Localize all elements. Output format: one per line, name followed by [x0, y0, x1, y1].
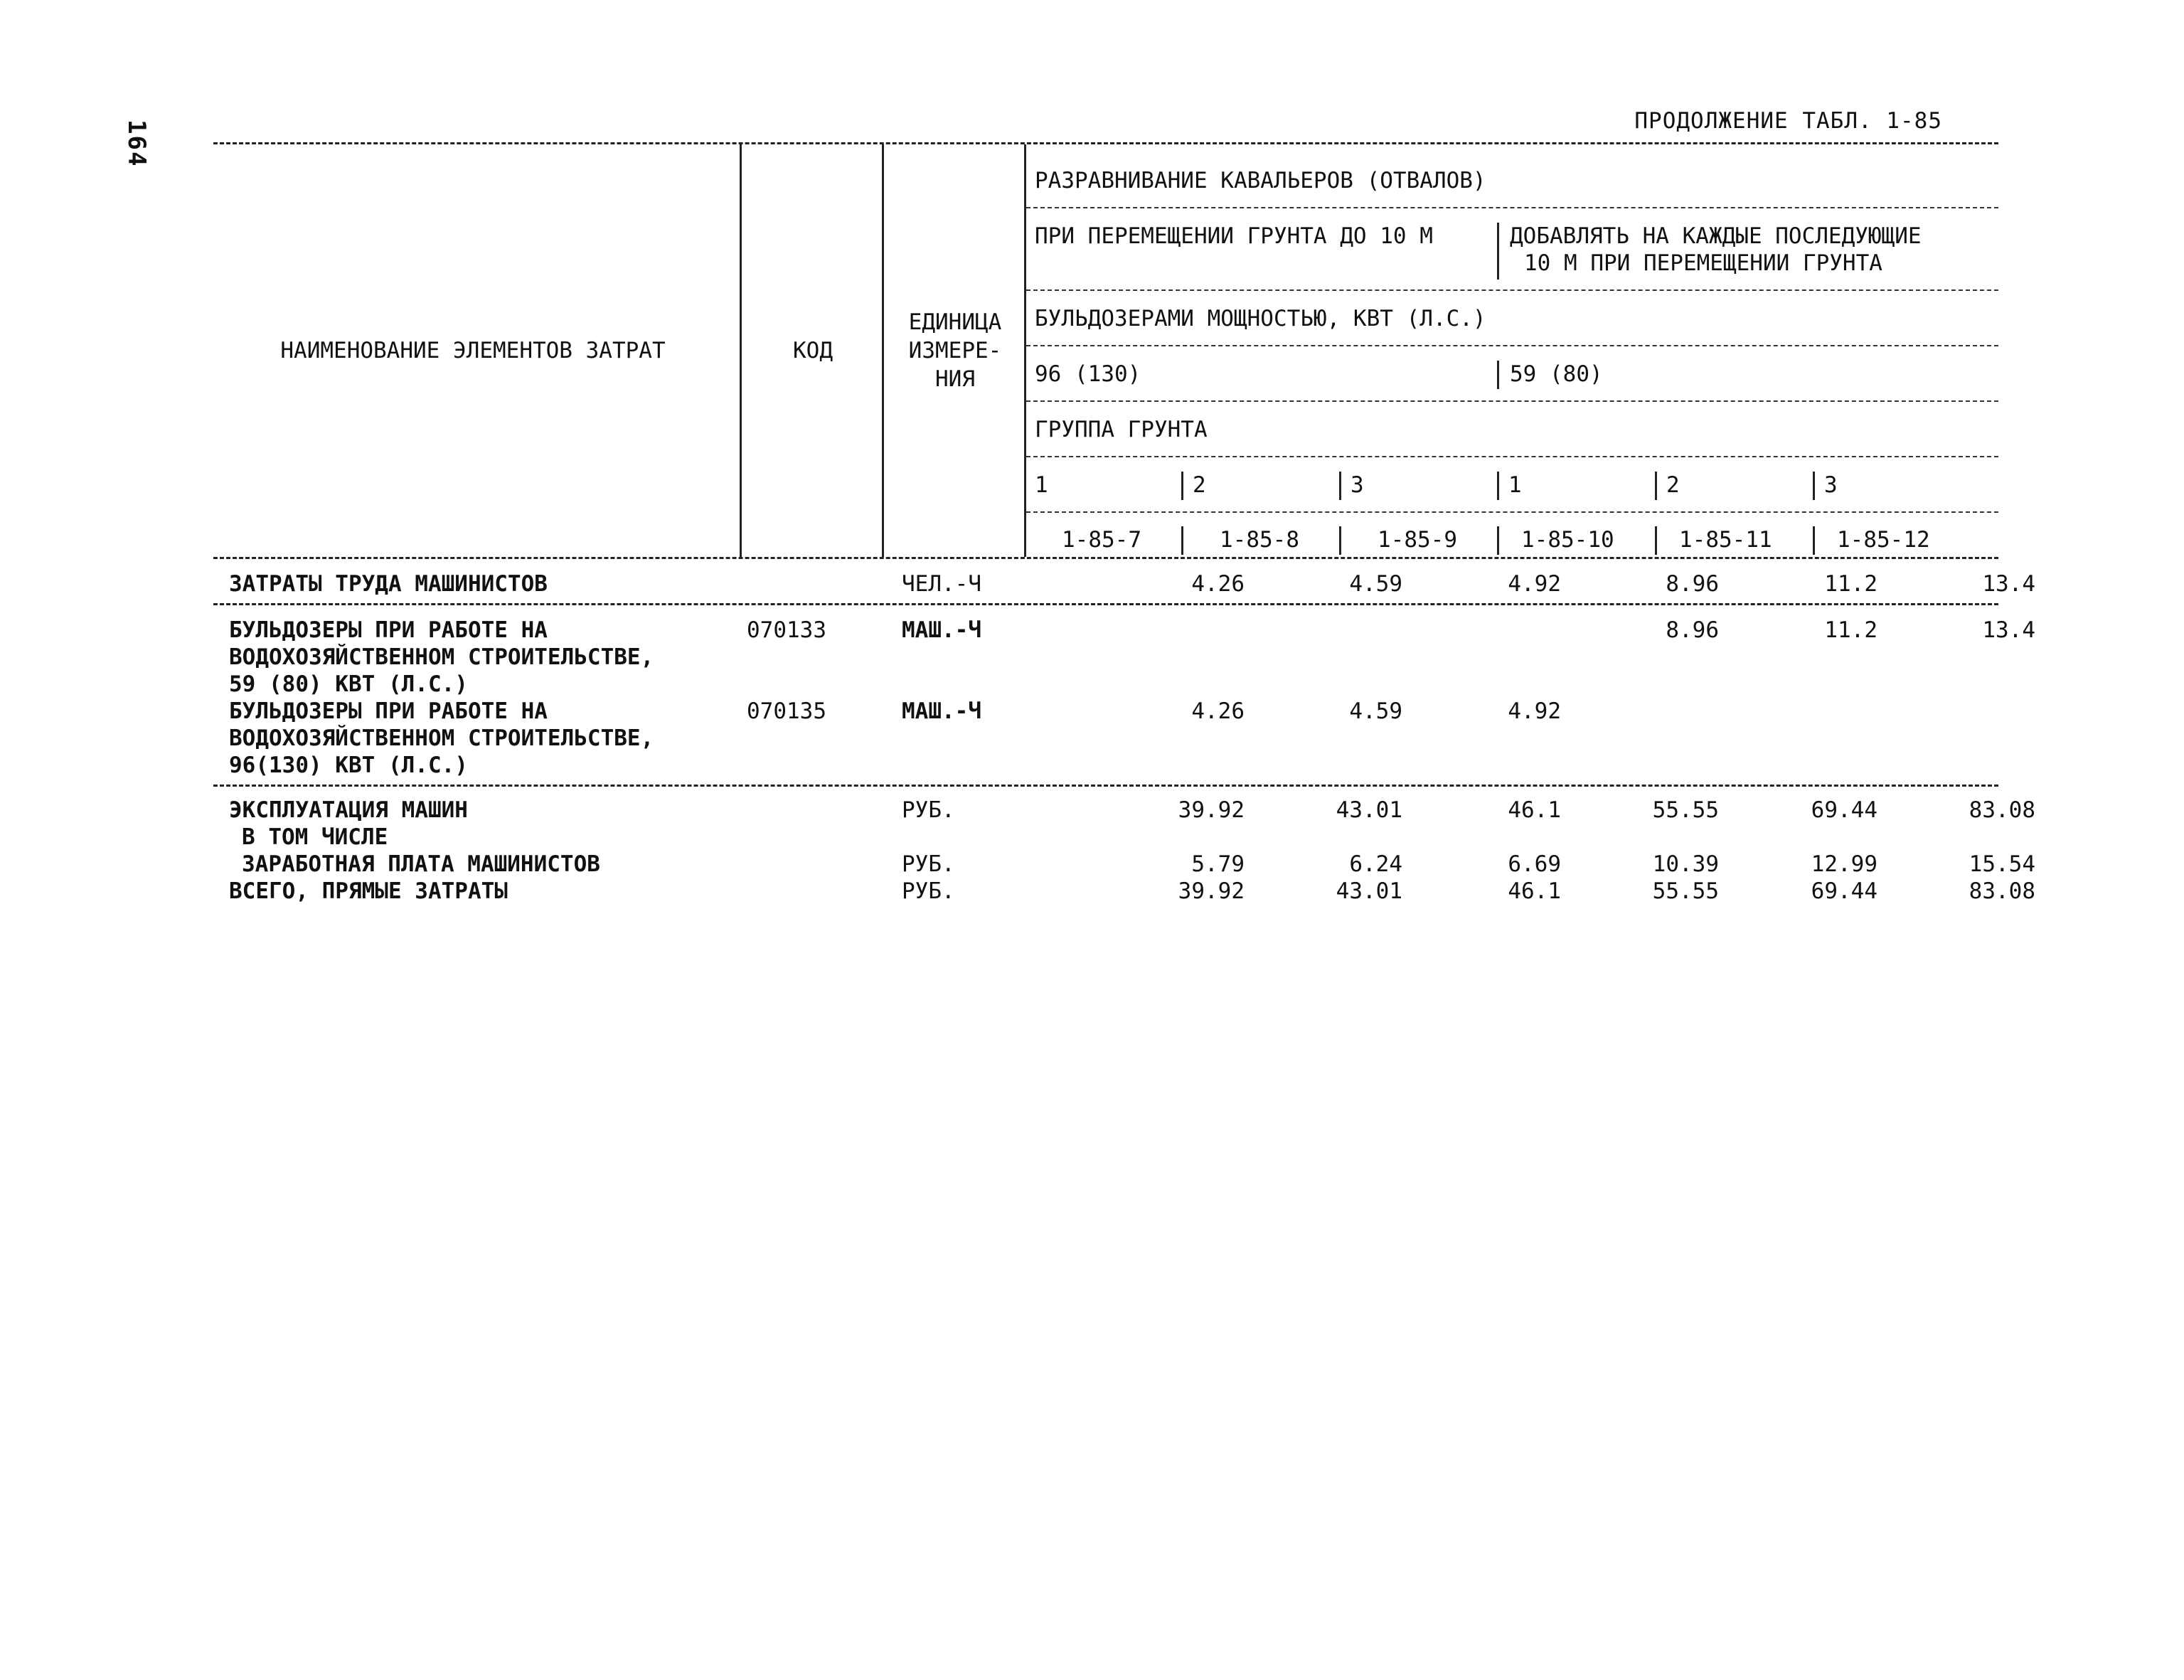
row-value: 43.01	[1336, 878, 1402, 904]
machines-detail-block	[213, 605, 2035, 785]
row-unit: МАШ.-Ч	[902, 698, 981, 724]
header-name-label: НАИМЕНОВАНИЕ ЭЛЕМЕНТОВ ЗАТРАТ	[280, 338, 666, 363]
row-value: 8.96	[1666, 617, 1719, 643]
row-value: 4.59	[1349, 698, 1402, 724]
row-code: 070133	[747, 617, 826, 643]
header-unit-line-3: НИЯ	[935, 366, 975, 392]
row-unit: МАШ.-Ч	[902, 617, 981, 643]
row-value: 69.44	[1811, 878, 1877, 904]
header-right-group-line-1: ДОБАВЛЯТЬ НА КАЖДЫЕ ПОСЛЕДУЮЩИЕ	[1510, 223, 1922, 249]
row-unit: РУБ.	[902, 878, 955, 904]
header-soil-title: ГРУППА ГРУНТА	[1035, 417, 1208, 442]
table-caption: ПРОДОЛЖЕНИЕ ТАБЛ. 1-85	[1634, 108, 1942, 134]
row-name: ЭКСПЛУАТАЦИЯ МАШИН	[229, 797, 468, 823]
soil-group-4: 1	[1508, 472, 1522, 498]
header-divider	[1026, 289, 1998, 291]
header-unit-column	[882, 144, 1026, 557]
table-row-bulldozer-59	[213, 617, 2035, 644]
norm-code-2: 1-85-8	[1220, 527, 1299, 553]
code-split	[1497, 526, 1499, 555]
row-value: 46.1	[1508, 797, 1561, 823]
soil-split	[1339, 472, 1341, 500]
table-row-including	[213, 824, 1998, 851]
row-value: 6.24	[1349, 851, 1402, 877]
header-power-title: БУЛЬДОЗЕРАМИ МОЩНОСТЬЮ, КВТ (Л.С.)	[1035, 306, 1486, 331]
code-split	[1339, 526, 1341, 555]
row-value: 4.92	[1508, 571, 1561, 597]
row-name: ВОДОХОЗЯЙСТВЕННОМ СТРОИТЕЛЬСТВЕ,	[229, 644, 654, 670]
row-value: 39.92	[1178, 878, 1245, 904]
table-row-labor	[213, 570, 2035, 597]
row-name: ЗАРАБОТНАЯ ПЛАТА МАШИНИСТОВ	[242, 851, 600, 877]
row-value: 55.55	[1652, 797, 1719, 823]
soil-split	[1497, 472, 1499, 500]
code-split	[1655, 526, 1657, 555]
row-value: 4.59	[1349, 571, 1402, 597]
header-left-group: ПРИ ПЕРЕМЕЩЕНИИ ГРУНТА ДО 10 М	[1035, 223, 1433, 249]
norm-code-5: 1-85-11	[1679, 527, 1772, 553]
table-row-continuation	[213, 644, 1998, 671]
soil-group-3: 3	[1351, 472, 1364, 498]
row-unit: РУБ.	[902, 797, 955, 823]
row-code: 070135	[747, 698, 826, 724]
norm-code-3: 1-85-9	[1378, 527, 1457, 553]
row-value: 4.26	[1191, 571, 1245, 597]
row-value: 5.79	[1191, 851, 1245, 877]
row-value: 39.92	[1178, 797, 1245, 823]
cost-table	[213, 142, 2035, 905]
table-header	[213, 144, 1998, 557]
row-name: ЗАТРАТЫ ТРУДА МАШИНИСТОВ	[229, 571, 548, 597]
row-name: БУЛЬДОЗЕРЫ ПРИ РАБОТЕ НА	[229, 698, 548, 724]
header-power-left: 96 (130)	[1035, 361, 1141, 387]
soil-split	[1655, 472, 1657, 500]
norm-code-1: 1-85-7	[1062, 527, 1141, 553]
header-group-split	[1497, 223, 1499, 280]
row-value: 69.44	[1811, 797, 1877, 823]
header-power-split	[1497, 361, 1499, 389]
header-work-block	[1024, 144, 1998, 557]
header-divider	[1026, 511, 1998, 513]
header-divider	[1026, 400, 1998, 402]
row-value: 4.26	[1191, 698, 1245, 724]
row-value: 4.92	[1508, 698, 1561, 724]
row-value: 46.1	[1508, 878, 1561, 904]
header-code-column	[740, 144, 884, 557]
header-divider	[1026, 207, 1998, 208]
header-name-column	[213, 144, 733, 557]
row-value: 15.54	[1969, 851, 2035, 877]
labor-block	[213, 559, 2035, 603]
row-value: 10.39	[1652, 851, 1719, 877]
row-name: ВСЕГО, ПРЯМЫЕ ЗАТРАТЫ	[229, 878, 508, 904]
soil-group-1: 1	[1035, 472, 1048, 498]
row-value: 11.2	[1824, 571, 1877, 597]
table-row-total	[213, 878, 2035, 905]
soil-group-5: 2	[1666, 472, 1680, 498]
row-name: 96(130) КВТ (Л.С.)	[229, 753, 468, 778]
header-work-title: РАЗРАВНИВАНИЕ КАВАЛЬЕРОВ (ОТВАЛОВ)	[1035, 168, 1486, 193]
row-value: 11.2	[1824, 617, 1877, 643]
row-value: 8.96	[1666, 571, 1719, 597]
header-right-group-line-2: 10 М ПРИ ПЕРЕМЕЩЕНИИ ГРУНТА	[1524, 250, 1882, 276]
header-divider	[1026, 456, 1998, 457]
page-number: 164	[122, 119, 151, 168]
soil-group-6: 3	[1824, 472, 1838, 498]
row-value: 83.08	[1969, 878, 2035, 904]
code-split	[1813, 526, 1815, 555]
norm-code-6: 1-85-12	[1837, 527, 1930, 553]
header-unit-label	[909, 308, 1002, 393]
row-unit: ЧЕЛ.-Ч	[902, 571, 981, 597]
soil-split	[1813, 472, 1815, 500]
row-value: 55.55	[1652, 878, 1719, 904]
header-code-label: КОД	[793, 338, 833, 363]
soil-split	[1181, 472, 1183, 500]
table-row-wages	[213, 851, 2035, 878]
header-unit-line-1: ЕДИНИЦА	[908, 309, 1002, 335]
header-power-right: 59 (80)	[1510, 361, 1603, 387]
row-value: 83.08	[1969, 797, 2035, 823]
row-name: ВОДОХОЗЯЙСТВЕННОМ СТРОИТЕЛЬСТВЕ,	[229, 725, 654, 751]
header-unit-line-2: ИЗМЕРЕ-	[908, 338, 1002, 363]
row-value: 13.4	[1982, 617, 2035, 643]
row-value: 6.69	[1508, 851, 1561, 877]
row-value: 13.4	[1982, 571, 2035, 597]
table-row-bulldozer-96	[213, 698, 1998, 725]
row-value: 43.01	[1336, 797, 1402, 823]
row-name: В ТОМ ЧИСЛЕ	[242, 824, 388, 850]
row-name: 59 (80) КВТ (Л.С.)	[229, 671, 468, 697]
soil-group-2: 2	[1193, 472, 1206, 498]
table-row-machines	[213, 797, 2035, 824]
code-split	[1181, 526, 1183, 555]
header-divider	[1026, 345, 1998, 346]
table-row-continuation	[213, 752, 1998, 779]
table-row-continuation	[213, 725, 1998, 752]
table-row-continuation	[213, 671, 1998, 698]
row-value: 12.99	[1811, 851, 1877, 877]
row-name: БУЛЬДОЗЕРЫ ПРИ РАБОТЕ НА	[229, 617, 548, 643]
row-unit: РУБ.	[902, 851, 955, 877]
totals-block	[213, 787, 2035, 905]
norm-code-4: 1-85-10	[1521, 527, 1614, 553]
